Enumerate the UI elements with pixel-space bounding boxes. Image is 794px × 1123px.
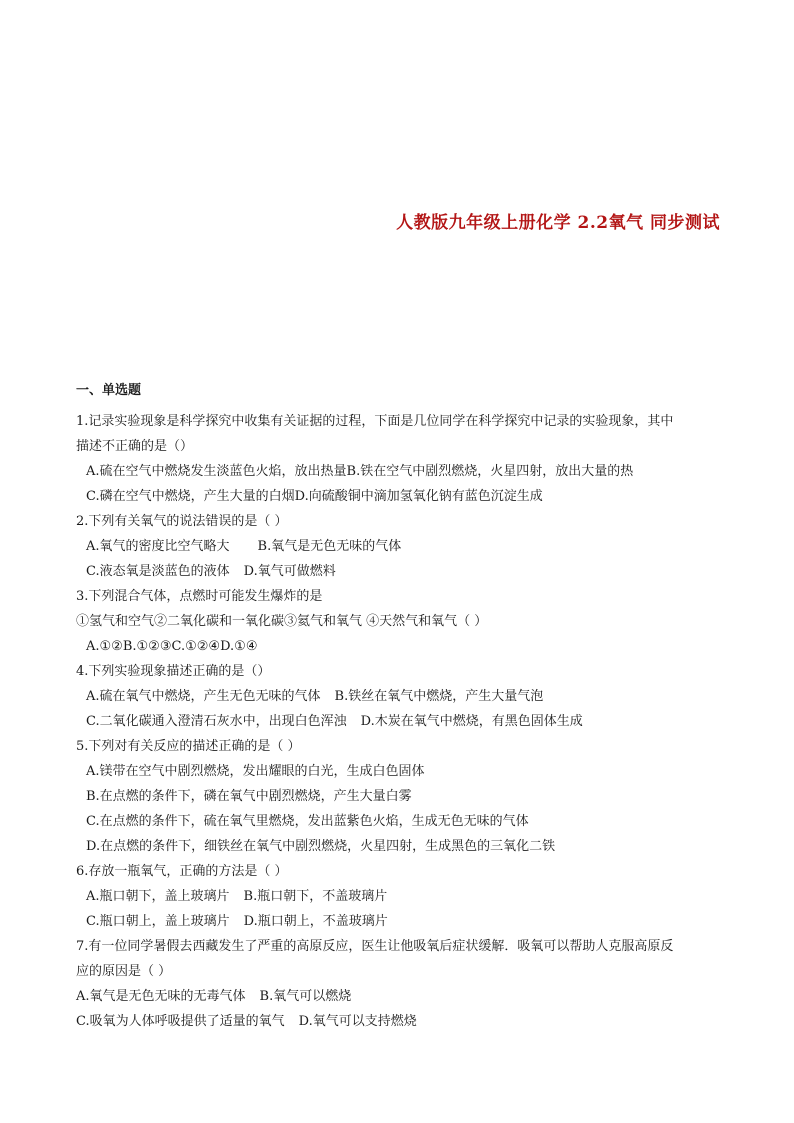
option-c: C.吸氧为人体呼吸提供了适量的氧气 — [76, 1014, 285, 1029]
option-b: B.氧气可以燃烧 — [259, 989, 352, 1004]
question-stem-line: 4.下列实验现象描述正确的是（） — [76, 664, 271, 679]
option-d: D.向硫酸铜中滴加氢氧化钠有蓝色沉淀生成 — [294, 489, 543, 504]
option-b: B.氧气是无色无味的气体 — [257, 539, 402, 554]
question-stem-line: 描述不正确的是（） — [76, 439, 194, 454]
option-row — [76, 709, 726, 734]
option-b: B.①②③ — [122, 639, 172, 654]
question-3 — [76, 584, 726, 659]
option-a: A.硫在氧气中燃烧，产生无色无味的气体 — [86, 689, 321, 704]
option-b: B.在点燃的条件下，磷在氧气中剧烈燃烧，产生大量白雾 — [86, 789, 412, 804]
option-b: B.铁丝在氧气中燃烧，产生大量气泡 — [334, 689, 544, 704]
option-c: C.液态氧是淡蓝色的液体 — [86, 564, 230, 579]
option-c: C.在点燃的条件下，硫在氧气里燃烧，发出蓝紫色火焰，生成无色无味的气体 — [86, 814, 529, 829]
option-row — [76, 634, 726, 659]
option-row — [76, 1009, 726, 1034]
option-row — [76, 534, 726, 559]
option-c: C.①②④ — [171, 639, 221, 654]
document-title: 人教版九年级上册化学 2.2氧气 同步测试 — [396, 213, 720, 233]
option-a: A.硫在空气中燃烧发生淡蓝色火焰，放出热量 — [86, 464, 347, 479]
option-row — [76, 684, 726, 709]
question-6 — [76, 859, 726, 934]
option-a: A.瓶口朝下，盖上玻璃片 — [86, 889, 230, 904]
option-row — [76, 759, 726, 784]
question-stem-line: 应的原因是（ ） — [76, 964, 172, 979]
option-a: A.镁带在空气中剧烈燃烧，发出耀眼的白光，生成白色固体 — [86, 764, 425, 779]
option-d: D.①④ — [220, 639, 258, 654]
option-row — [76, 834, 726, 859]
question-stem-line: 6.存放一瓶氧气，正确的方法是（ ） — [76, 864, 288, 879]
option-a: A.氧气是无色无味的无毒气体 — [76, 989, 246, 1004]
option-row — [76, 484, 726, 509]
option-d: D.氧气可以支持燃烧 — [298, 1014, 417, 1029]
option-row — [76, 459, 726, 484]
option-c: C.磷在空气中燃烧，产生大量的白烟 — [86, 489, 295, 504]
question-stem-line: 2.下列有关氧气的说法错误的是（ ） — [76, 514, 288, 529]
option-d: D.氧气可做燃料 — [243, 564, 336, 579]
option-row — [76, 909, 726, 934]
option-c: C.瓶口朝上，盖上玻璃片 — [86, 914, 230, 929]
question-7 — [76, 934, 726, 1034]
option-row — [76, 809, 726, 834]
question-5 — [76, 734, 726, 859]
option-d: D.木炭在氧气中燃烧，有黑色固体生成 — [360, 714, 583, 729]
option-row — [76, 984, 726, 1009]
option-row — [76, 884, 726, 909]
option-b: B.铁在空气中剧烈燃烧，火星四射，放出大量的热 — [346, 464, 634, 479]
option-d: D.瓶口朝上，不盖玻璃片 — [243, 914, 388, 929]
option-row — [76, 784, 726, 809]
option-c: C.二氧化碳通入澄清石灰水中，出现白色浑浊 — [86, 714, 347, 729]
question-stem-line: 5.下列对有关反应的描述正确的是（ ） — [76, 739, 301, 754]
option-a: A.氧气的密度比空气略大 — [86, 539, 230, 554]
option-a: A.①② — [86, 639, 123, 654]
question-stem-line: 1.记录实验现象是科学探究中收集有关证据的过程，下面是几位同学在科学探究中记录的实验现象，其中 — [76, 414, 674, 429]
question-4 — [76, 659, 726, 734]
question-2 — [76, 509, 726, 584]
question-stem-line: ①氢气和空气②二氧化碳和一氧化碳③氦气和氧气 ④天然气和氧气（ ） — [76, 614, 488, 629]
question-list — [76, 409, 726, 1034]
question-stem-line: 7.有一位同学暑假去西藏发生了严重的高原反应，医生让他吸氧后症状缓解．吸氧可以帮助人克服高原反 — [76, 939, 674, 954]
option-b: B.瓶口朝下，不盖玻璃片 — [243, 889, 388, 904]
option-d: D.在点燃的条件下，细铁丝在氧气中剧烈燃烧，火星四射，生成黑色的三氧化二铁 — [86, 839, 556, 854]
question-stem-line: 3.下列混合气体，点燃时可能发生爆炸的是 — [76, 589, 323, 604]
option-row — [76, 559, 726, 584]
question-1 — [76, 409, 726, 509]
section-heading: 一、单选题 — [76, 383, 142, 398]
